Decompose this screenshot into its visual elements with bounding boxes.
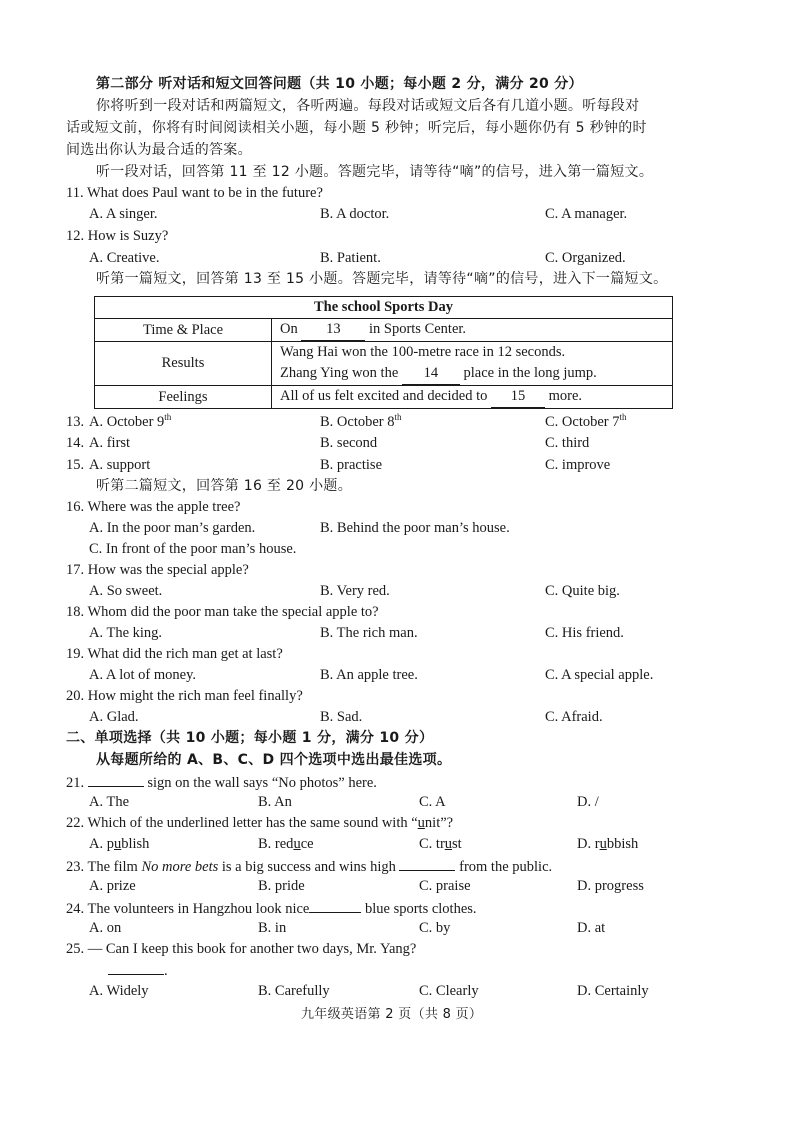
q23-post-text: from the public. <box>459 859 553 875</box>
q21-blank[interactable] <box>88 771 144 787</box>
q13-option-a-sup: th <box>164 412 172 422</box>
table-label-results: Results <box>95 342 272 386</box>
row2-post-text: place in the long jump. <box>463 365 597 381</box>
q22-d-underlined: u <box>599 836 607 852</box>
blank-15[interactable]: 15 <box>491 386 545 408</box>
part2-instruction-line-1: 你将听到一段对话和两篇短文，各听两遍。每段对话或短文后各有几道小题。听每段对 <box>96 98 640 114</box>
q22-post-text: nit”? <box>424 815 454 831</box>
q21-option-d[interactable]: D. / <box>577 794 599 810</box>
q13-option-c-text: C. October 7 <box>545 414 620 430</box>
question-22-stem <box>66 813 453 834</box>
q20-option-b[interactable]: B. Sad. <box>320 709 363 725</box>
question-11-stem: 11. What does Paul want to be in the future? <box>66 185 323 201</box>
q22-c-pre: C. tr <box>419 836 445 852</box>
table-title: The school Sports Day <box>95 297 673 319</box>
q24-option-c[interactable]: C. by <box>419 920 451 936</box>
blank-14[interactable]: 14 <box>402 363 460 385</box>
q24-post-text: blue sports clothes. <box>364 901 477 917</box>
q21-number: 21. <box>66 775 85 791</box>
dialogue-instruction: 听一段对话，回答第 11 至 12 小题。答题完毕，请等待“嘀”的信号，进入第一篇短文。 <box>96 164 654 180</box>
table-cell-feelings <box>272 386 673 409</box>
q24-option-d[interactable]: D. at <box>577 920 606 936</box>
q14-option-c[interactable]: C. third <box>545 435 590 451</box>
table-label-time-place: Time & Place <box>95 319 272 342</box>
question-18-stem: 18. Whom did the poor man take the special apple to? <box>66 604 379 620</box>
q25-option-d[interactable]: D. Certainly <box>577 983 649 999</box>
row1-pre-text: On <box>280 321 298 337</box>
q22-option-d[interactable] <box>577 834 638 855</box>
q11-option-b[interactable]: B. A doctor. <box>320 206 390 222</box>
q11-option-c[interactable]: C. A manager. <box>545 206 628 222</box>
question-23-stem <box>66 855 552 878</box>
q22-a-pre: A. p <box>89 836 114 852</box>
page-footer: 九年级英语第 2 页（共 8 页） <box>301 1007 483 1022</box>
q16-option-c[interactable]: C. In front of the poor man’s house. <box>89 541 297 557</box>
q18-option-c[interactable]: C. His friend. <box>545 625 624 641</box>
q19-option-c[interactable]: C. A special apple. <box>545 667 654 683</box>
results-line-1: Wang Hai won the 100-metre race in 12 seconds. <box>280 344 566 360</box>
q23-blank[interactable] <box>399 855 455 871</box>
q15-option-c[interactable]: C. improve <box>545 457 611 473</box>
q22-c-underlined: u <box>444 836 453 852</box>
q25-blank[interactable] <box>108 959 164 975</box>
q19-option-b[interactable]: B. An apple tree. <box>320 667 418 683</box>
single-choice-heading: 二、单项选择（共 10 小题；每小题 1 分，满分 10 分） <box>66 730 434 746</box>
part2-heading: 第二部分 听对话和短文回答问题（共 10 小题；每小题 2 分，满分 20 分） <box>96 76 583 92</box>
q22-pre-text: 22. Which of the underlined letter has the same sound with “ <box>66 815 418 831</box>
sports-day-table <box>94 296 673 409</box>
table-cell-results <box>272 342 673 386</box>
q12-option-b[interactable]: B. Patient. <box>320 250 381 266</box>
q12-option-a[interactable]: A. Creative. <box>89 250 160 266</box>
q17-option-b[interactable]: B. Very red. <box>320 583 390 599</box>
q16-option-a[interactable]: A. In the poor man’s garden. <box>89 520 256 536</box>
q13-option-c[interactable] <box>545 412 627 433</box>
q22-a-post: blish <box>121 836 150 852</box>
q18-option-a[interactable]: A. The king. <box>89 625 163 641</box>
q15-option-b[interactable]: B. practise <box>320 457 383 473</box>
q22-d-pre: D. r <box>577 836 600 852</box>
passage1-instruction: 听第一篇短文，回答第 13 至 15 小题。答题完毕，请等待“嘀”的信号，进入下一篇短文。 <box>96 271 668 287</box>
q20-option-c[interactable]: C. Afraid. <box>545 709 603 725</box>
question-19-stem: 19. What did the rich man get at last? <box>66 646 283 662</box>
q25-option-b[interactable]: B. Carefully <box>258 983 330 999</box>
single-choice-instruction: 从每题所给的 A、B、C、D 四个选项中选出最佳选项。 <box>96 752 452 768</box>
q22-a-underlined: u <box>113 836 122 852</box>
q25-option-c[interactable]: C. Clearly <box>419 983 479 999</box>
row1-post-text: in Sports Center. <box>368 321 467 337</box>
part2-instruction-line-2: 话或短文前，你将有时间阅读相关小题，每小题 5 秒钟；听完后，每小题你仍有 5 秒钟的时 <box>66 120 647 136</box>
q23-mid-text: is a big success and wins high <box>221 859 396 875</box>
q22-option-c[interactable] <box>419 834 462 855</box>
blank-13[interactable]: 13 <box>301 319 365 341</box>
q17-option-a[interactable]: A. So sweet. <box>89 583 163 599</box>
question-12-stem: 12. How is Suzy? <box>66 228 169 244</box>
results-line-2 <box>280 363 664 385</box>
q15-option-a[interactable]: A. support <box>89 457 151 473</box>
table-label-feelings: Feelings <box>95 386 272 409</box>
q22-underlined-letter: u <box>417 815 425 831</box>
row3-pre-text: All of us felt excited and decided to <box>280 388 488 404</box>
q25-option-a[interactable]: A. Widely <box>89 983 149 999</box>
q24-pre-text: 24. The volunteers in Hangzhou look nice <box>66 901 310 917</box>
part2-instruction-line-3: 间选出你认为最合适的答案。 <box>66 142 252 158</box>
q17-option-c[interactable]: C. Quite big. <box>545 583 620 599</box>
question-17-stem: 17. How was the special apple? <box>66 562 249 578</box>
q23-option-b[interactable]: B. pride <box>258 878 305 894</box>
q21-option-c[interactable]: C. A <box>419 794 446 810</box>
question-13-number: 13. <box>66 414 85 430</box>
q21-post-text: sign on the wall says “No photos” here. <box>147 775 377 791</box>
q25-answer-blank-line <box>108 959 168 982</box>
q13-option-b-sup: th <box>394 412 402 422</box>
q22-option-b[interactable] <box>258 834 314 855</box>
q19-option-a[interactable]: A. A lot of money. <box>89 667 197 683</box>
q13-option-a-text: A. October 9 <box>89 414 165 430</box>
question-21-stem <box>66 771 377 794</box>
q24-option-b[interactable]: B. in <box>258 920 287 936</box>
q13-option-a[interactable] <box>89 412 171 433</box>
q22-b-post: ce <box>300 836 314 852</box>
table-cell-time-place <box>272 319 673 342</box>
q21-option-a[interactable]: A. The <box>89 794 130 810</box>
q22-option-a[interactable] <box>89 834 149 855</box>
question-15-number: 15. <box>66 457 85 473</box>
q20-option-a[interactable]: A. Glad. <box>89 709 139 725</box>
question-25-stem: 25. — Can I keep this book for another two days, Mr. Yang? <box>66 941 417 957</box>
q18-option-b[interactable]: B. The rich man. <box>320 625 418 641</box>
q23-option-c[interactable]: C. praise <box>419 878 471 894</box>
q24-option-a[interactable]: A. on <box>89 920 122 936</box>
q12-option-c[interactable]: C. Organized. <box>545 250 626 266</box>
q14-option-a[interactable]: A. first <box>89 435 131 451</box>
q21-option-b[interactable]: B. An <box>258 794 292 810</box>
q13-option-c-sup: th <box>619 412 627 422</box>
q16-option-b[interactable]: B. Behind the poor man’s house. <box>320 520 510 536</box>
question-20-stem: 20. How might the rich man feel finally? <box>66 688 303 704</box>
q13-option-b-text: B. October 8 <box>320 414 395 430</box>
q22-c-post: st <box>452 836 462 852</box>
question-16-stem: 16. Where was the apple tree? <box>66 499 241 515</box>
q24-blank[interactable] <box>309 897 361 913</box>
q23-option-d[interactable]: D. progress <box>577 878 644 894</box>
question-14-number: 14. <box>66 435 85 451</box>
q22-b-underlined: u <box>293 836 301 852</box>
question-24-stem <box>66 897 477 920</box>
q23-film-title: No more bets <box>141 859 219 875</box>
passage2-instruction: 听第二篇短文，回答第 16 至 20 小题。 <box>96 478 353 494</box>
row3-post-text: more. <box>548 388 583 404</box>
q14-option-b[interactable]: B. second <box>320 435 378 451</box>
q11-option-a[interactable]: A. A singer. <box>89 206 158 222</box>
q13-option-b[interactable] <box>320 412 402 433</box>
row2-pre-text: Zhang Ying won the <box>280 365 399 381</box>
q22-d-post: bbish <box>606 836 639 852</box>
q23-pre-text: 23. The film <box>66 859 138 875</box>
q22-b-pre: B. red <box>258 836 294 852</box>
q23-option-a[interactable]: A. prize <box>89 878 136 894</box>
q25-answer-period: . <box>164 963 168 979</box>
